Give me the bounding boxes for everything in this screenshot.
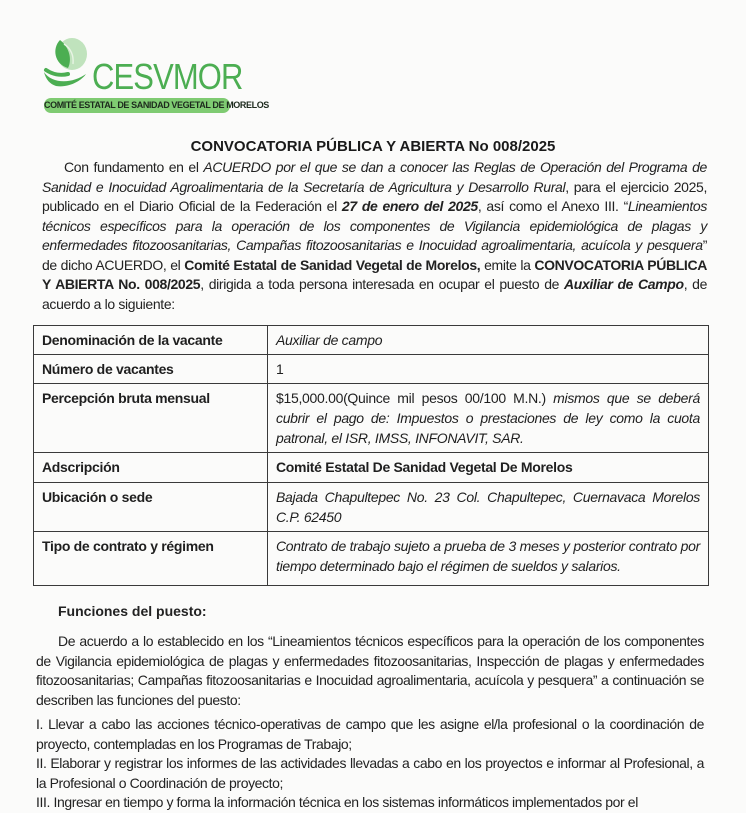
list-item: II. Elaborar y registrar los informes de las actividades llevadas a cabo en los proyectos e informar al Profesional, a la Profesional o Coordinación de proyecto; [36, 755, 704, 791]
table-row [34, 326, 709, 355]
table-row [34, 384, 709, 453]
list-item: III. Ingresar en tiempo y forma la información técnica en los sistemas informáticos implementados por el [36, 794, 638, 810]
row-label: Percepción bruta mensual [34, 384, 268, 453]
functions-intro: De acuerdo a lo establecido en los “Lineamientos técnicos específicos para la operación de los componentes de Vigilancia epidemiológica de plagas y enfermedades fitozoosanitarias, Inspección de plagas y enfermedades fitozoosanitarias; Campañas fitozoosanitarias e Inocuidad agroalimentaria, acuícola y pesquera” a continuación se describen las funciones del puesto: [36, 633, 704, 708]
logo-subtitle: COMITÉ ESTATAL DE SANIDAD VEGETAL DE MORELOS [44, 98, 230, 113]
row-label: Adscripción [34, 453, 268, 483]
vacancy-table [33, 325, 709, 586]
functions-heading: Funciones del puesto: [58, 603, 207, 619]
cesvmor-logo [42, 34, 269, 116]
row-value: $15,000.00(Quince mil pesos 00/100 M.N.) mismos que se deberá cubrir el pago de: Impuestos o prestaciones de ley como la cuota patronal, el ISR, IMSS, INFONAVIT, SAR. [268, 384, 709, 453]
table-row [34, 453, 709, 483]
table-row [34, 483, 709, 532]
row-value: Bajada Chapultepec No. 23 Col. Chapultepec, Cuernavaca Morelos C.P. 62450 [268, 483, 709, 532]
table-row [34, 532, 709, 586]
row-label: Tipo de contrato y régimen [34, 532, 268, 586]
functions-list [36, 715, 704, 813]
row-value: Contrato de trabajo sujeto a prueba de 3 meses y posterior contrato por tiempo determinado bajo el régimen de sueldos y salarios. [268, 532, 709, 586]
table-row [34, 355, 709, 384]
page-title: CONVOCATORIA PÚBLICA Y ABIERTA No 008/2025 [190, 138, 556, 155]
row-label: Denominación de la vacante [34, 326, 268, 355]
row-label: Número de vacantes [34, 355, 268, 384]
list-item: I. Llevar a cabo las acciones técnico-operativas de campo que les asigne el/la profesional o la coordinación de proyecto, contempladas en los Programas de Trabajo; [36, 716, 704, 752]
row-value: 1 [268, 355, 709, 384]
leaf-hand-logo-icon [42, 34, 92, 90]
intro-paragraph: Con fundamento en el ACUERDO por el que se dan a conocer las Reglas de Operación del Programa de Sanidad e Inocuidad Agroalimentaria de la Secretaría de Agricultura y Desarrollo Rural, para el ejercicio 2025, publicado en el Diario Oficial de la Federación el 27 de enero del 2025, así como el Anexo III. “Lineamientos técnicos específicos para la operación de los componentes de Vigilancia epidemiológica de plagas y enfermedades fitozoosanitarias, Campañas fitozoosanitarias e Inocuidad agroalimentaria, acuícola y pesquera” de dicho ACUERDO, el Comité Estatal de Sanidad Vegetal de Morelos, emite la CONVOCATORIA PÚBLICA Y ABIERTA No. 008/2025, dirigida a toda persona interesada en ocupar el puesto de Auxiliar de Campo, de acuerdo a lo siguiente: [42, 159, 708, 312]
logo-wordmark: CESVMOR [92, 56, 243, 97]
row-label: Ubicación o sede [34, 483, 268, 532]
row-value: Comité Estatal De Sanidad Vegetal De Morelos [268, 453, 709, 483]
row-value: Auxiliar de campo [268, 326, 709, 355]
